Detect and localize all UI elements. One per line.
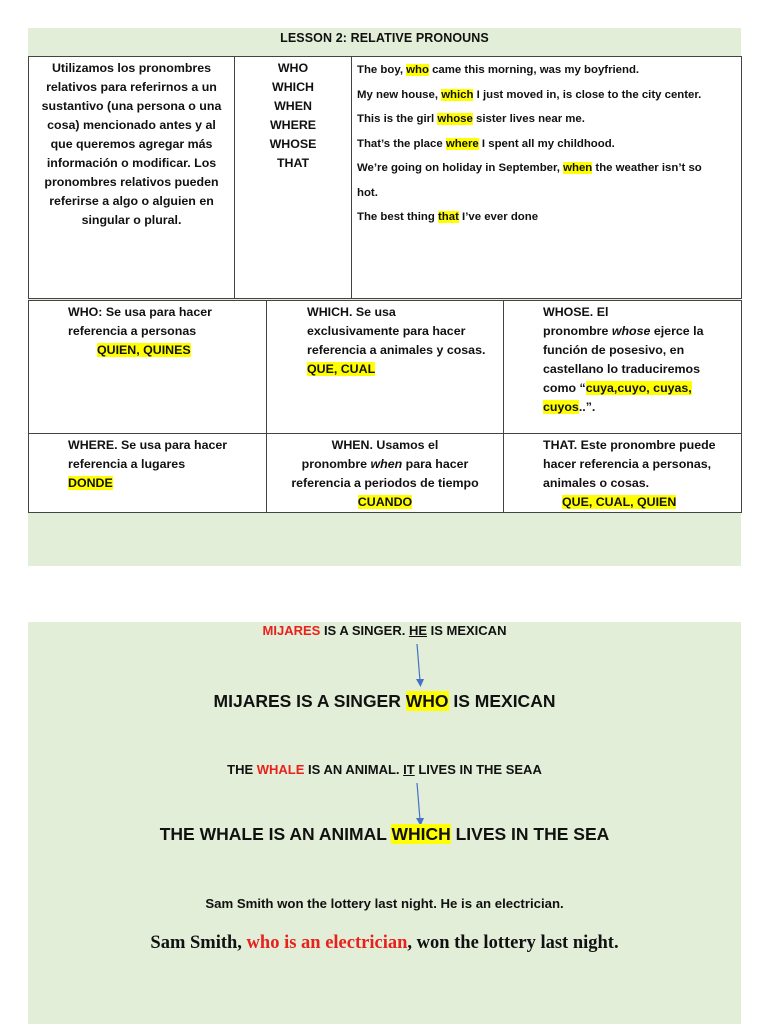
translation-highlight: CUANDO: [357, 495, 413, 509]
translation-highlight: QUIEN, QUINES: [97, 343, 191, 357]
translation-highlight: cuya,cuyo, cuyas,: [585, 381, 692, 395]
translation-highlight: QUE, CUAL, QUIEN: [562, 495, 677, 509]
pronoun-highlight: where: [445, 137, 479, 150]
pronoun-highlight: whose: [437, 113, 473, 125]
example-sentence: hot.: [357, 186, 378, 199]
usage-which: WHICH. Se usa exclusivamente para hacer referencia a animales y cosas. QUE, CUAL: [267, 301, 504, 434]
pronoun-highlight: when: [563, 162, 593, 174]
sentence-pair-2-combined: THE WHALE IS AN ANIMAL WHICH LIVES IN THE SEA: [159, 824, 610, 844]
sentence-pair-3-original: Sam Smith won the lottery last night. He is an electrician.: [205, 896, 564, 911]
example-sentence: That’s the place where I spent all my childhood.: [357, 137, 615, 150]
intro-line: pronombres relativos pueden: [44, 175, 219, 189]
intro-line: que queremos agregar más: [50, 137, 213, 151]
usage-that: THAT. Este pronombre puede hacer referencia a personas, animales o cosas. QUE, CUAL, QUIEN: [504, 434, 742, 513]
example-sentence: My new house, which I just moved in, is close to the city center.: [357, 88, 702, 101]
pronoun-item: WHOSE: [269, 137, 317, 151]
pronoun-highlight: who: [406, 64, 429, 76]
pronoun-item: WHICH: [272, 80, 314, 94]
examples-panel: [28, 622, 741, 1024]
pronoun-highlight: which: [441, 88, 474, 101]
translation-highlight: DONDE: [68, 476, 113, 490]
example-sentence: This is the girl whose sister lives near me.: [357, 113, 585, 125]
intro-line: relativos para referirnos a un: [46, 80, 217, 94]
pronouns-table: [28, 56, 742, 299]
pronoun-item: WHERE: [269, 118, 317, 132]
intro-line: información o modificar. Los: [46, 156, 217, 170]
usage-whose: WHOSE. El pronombre whose ejerce la función de posesivo, en castellano lo traduciremos como “cuya,cuyo, cuyas, cuyos..”.: [504, 301, 742, 434]
usage-where: WHERE. Se usa para hacer referencia a lugares DONDE: [29, 434, 267, 513]
usage-when: WHEN. Usamos el pronombre when para hacer referencia a periodos de tiempo CUANDO: [267, 434, 504, 513]
lesson-panel: [28, 28, 741, 566]
sentence-pair-2-original: THE WHALE IS AN ANIMAL. IT LIVES IN THE SEAA: [227, 762, 542, 777]
sentence-pair-1-combined: MIJARES IS A SINGER WHO IS MEXICAN: [213, 691, 556, 711]
pronoun-item: WHO: [277, 61, 309, 75]
example-sentence: We’re going on holiday in September, when the weather isn’t so: [357, 162, 702, 174]
intro-line: Utilizamos los pronombres: [51, 61, 212, 75]
intro-cell: [29, 57, 235, 299]
relative-pronoun-highlight: WHICH: [391, 824, 451, 844]
pronoun-list: [235, 57, 352, 299]
intro-line: singular o plural.: [81, 213, 182, 227]
relative-clause: who is an electrician: [246, 933, 408, 953]
pronoun-item: WHEN: [274, 99, 312, 113]
example-sentence: The best thing that I’ve ever done: [357, 211, 539, 223]
sentence-pair-1-original: MIJARES IS A SINGER. HE IS MEXICAN: [262, 623, 507, 638]
sentence-pair-3-combined: Sam Smith, who is an electrician, won the lottery last night.: [150, 933, 619, 953]
relative-pronoun-highlight: WHO: [405, 691, 449, 711]
examples-cell: [352, 57, 742, 299]
intro-line: referirse a algo o alguien en: [49, 194, 214, 208]
translation-highlight: cuyos: [543, 400, 579, 414]
usage-table: [28, 300, 742, 513]
lesson-title: LESSON 2: RELATIVE PRONOUNS: [280, 31, 489, 45]
intro-line: cosa) mencionado antes y al: [47, 118, 216, 132]
arrow-down-icon: [413, 782, 427, 828]
pronoun-item: THAT: [276, 156, 310, 170]
pronoun-highlight: that: [438, 211, 459, 223]
translation-highlight: QUE, CUAL: [307, 362, 376, 376]
usage-who: WHO: Se usa para hacer referencia a personas QUIEN, QUINES: [29, 301, 267, 434]
arrow-down-icon: [413, 643, 427, 689]
example-sentence: The boy, who came this morning, was my boyfriend.: [357, 64, 640, 76]
intro-line: sustantivo (una persona o una: [41, 99, 222, 113]
